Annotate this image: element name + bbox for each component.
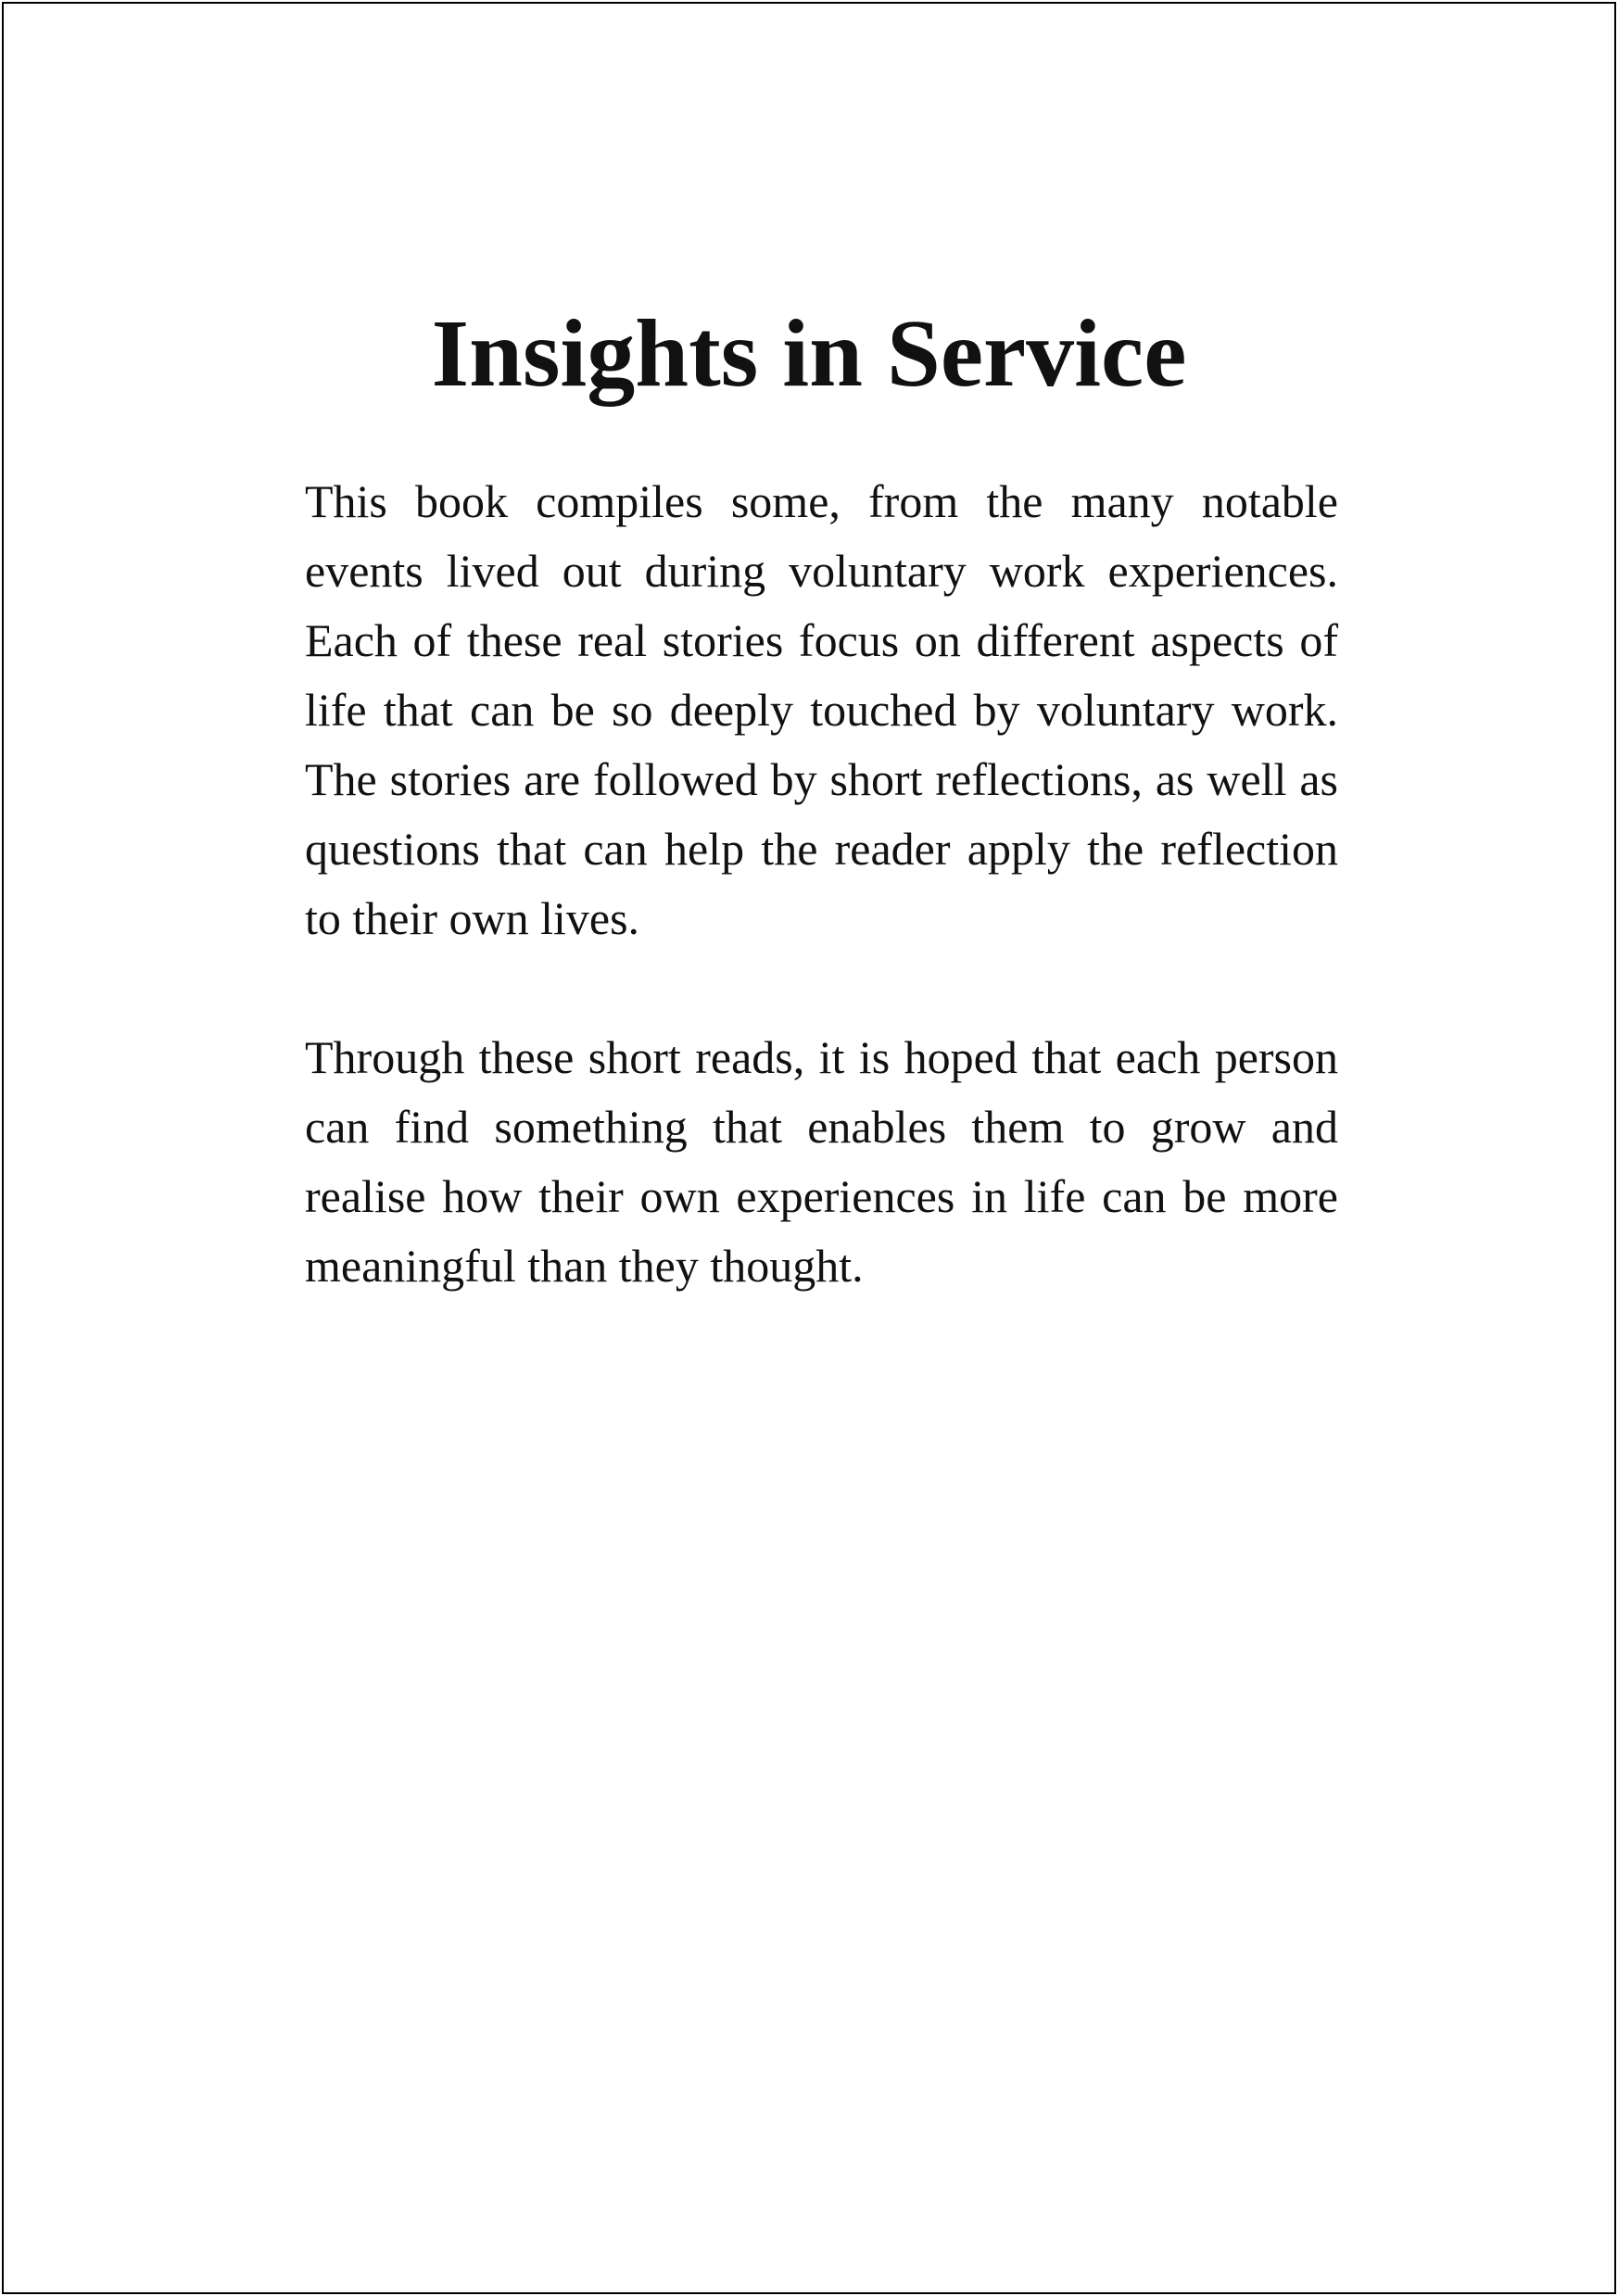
body-text [305,467,1338,1301]
page-title: Insights in Service [431,300,1187,407]
paragraph-intro: This book compiles some, from the many notable events lived out during voluntary work experiences. Each of these real stories focus on different aspects of life that can be so deeply touched by voluntary work. The stories are followed by short reflections, as well as questions that can help the reader apply the reflection to their own lives. [305,475,1338,944]
paragraph-hope: Through these short reads, it is hoped that each person can find something that enables them to grow and realise how their own experiences in life can be more meaningful than they thought. [305,1031,1338,1292]
page [2,2,1616,2294]
